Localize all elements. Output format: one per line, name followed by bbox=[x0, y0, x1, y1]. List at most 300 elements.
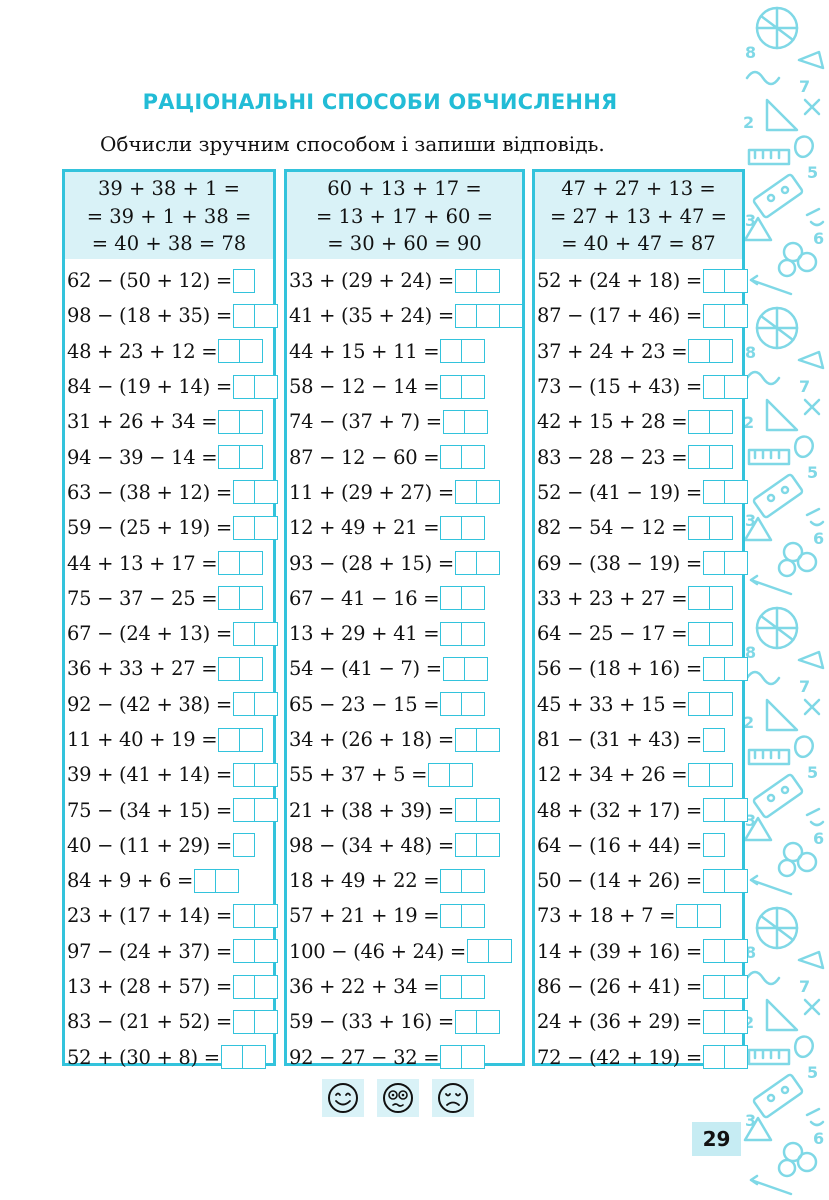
answer-boxes bbox=[440, 622, 485, 646]
answer-digit-box[interactable] bbox=[440, 586, 462, 610]
task-expression: 31 + 26 + 34 = bbox=[67, 410, 218, 434]
task-expression: 69 − (38 − 19) = bbox=[537, 551, 702, 575]
answer-boxes bbox=[440, 869, 485, 893]
answer-digit-box[interactable] bbox=[462, 586, 485, 610]
answer-boxes bbox=[703, 304, 748, 328]
answer-boxes bbox=[218, 339, 263, 363]
answer-digit-box[interactable] bbox=[233, 975, 255, 999]
task-row bbox=[65, 298, 273, 333]
answer-digit-box[interactable] bbox=[255, 798, 278, 822]
answer-digit-box[interactable] bbox=[255, 480, 278, 504]
task-expression: 52 − (41 − 19) = bbox=[537, 480, 702, 504]
task-row bbox=[65, 898, 273, 933]
answer-boxes bbox=[703, 728, 725, 752]
answer-boxes bbox=[688, 622, 733, 646]
answer-digit-box[interactable] bbox=[688, 516, 710, 540]
exercise-column-3 bbox=[532, 169, 745, 1069]
answer-digit-box[interactable] bbox=[455, 480, 477, 504]
task-expression: 98 − (18 + 35) = bbox=[67, 304, 232, 328]
answer-boxes bbox=[688, 410, 733, 434]
answer-digit-box[interactable] bbox=[676, 904, 698, 928]
answer-digit-box[interactable] bbox=[255, 763, 278, 787]
task-row bbox=[287, 298, 522, 333]
answer-digit-box[interactable] bbox=[255, 304, 278, 328]
answer-digit-box[interactable] bbox=[703, 798, 725, 822]
answer-boxes bbox=[703, 269, 748, 293]
task-row bbox=[535, 898, 742, 933]
answer-digit-box[interactable] bbox=[455, 1010, 477, 1034]
task-row bbox=[535, 263, 742, 298]
answer-digit-box[interactable] bbox=[233, 939, 255, 963]
task-row bbox=[535, 475, 742, 510]
answer-digit-box[interactable] bbox=[462, 445, 485, 469]
answer-boxes bbox=[233, 622, 278, 646]
task-row bbox=[287, 898, 522, 933]
answer-digit-box[interactable] bbox=[218, 410, 240, 434]
answer-digit-box[interactable] bbox=[462, 516, 485, 540]
answer-digit-box[interactable] bbox=[233, 375, 255, 399]
answer-boxes bbox=[455, 304, 523, 328]
answer-digit-box[interactable] bbox=[440, 1045, 462, 1069]
answer-digit-box[interactable] bbox=[462, 375, 485, 399]
answer-digit-box[interactable] bbox=[440, 869, 462, 893]
answer-digit-box[interactable] bbox=[462, 904, 485, 928]
task-row bbox=[287, 792, 522, 827]
answer-digit-box[interactable] bbox=[240, 728, 263, 752]
answer-digit-box[interactable] bbox=[218, 445, 240, 469]
exercise-column-2 bbox=[284, 169, 525, 1069]
answer-boxes bbox=[703, 551, 748, 575]
answer-boxes bbox=[233, 269, 255, 293]
example-line: = 39 + 1 + 38 = bbox=[86, 204, 252, 228]
answer-digit-box[interactable] bbox=[455, 798, 477, 822]
task-expression: 93 − (28 + 15) = bbox=[289, 551, 454, 575]
task-expression: 56 − (18 + 16) = bbox=[537, 657, 702, 681]
task-expression: 62 − (50 + 12) = bbox=[67, 269, 232, 293]
answer-digit-box[interactable] bbox=[233, 692, 255, 716]
answer-digit-box[interactable] bbox=[703, 975, 725, 999]
task-row bbox=[65, 651, 273, 686]
task-expression: 59 − (33 + 16) = bbox=[289, 1010, 454, 1034]
task-row bbox=[65, 439, 273, 474]
task-expression: 87 − (17 + 46) = bbox=[537, 304, 702, 328]
answer-digit-box[interactable] bbox=[710, 516, 733, 540]
answer-digit-box[interactable] bbox=[703, 939, 725, 963]
answer-digit-box[interactable] bbox=[703, 480, 725, 504]
self-assessment-faces bbox=[322, 1079, 474, 1117]
task-row bbox=[287, 651, 522, 686]
task-expression: 14 + (39 + 16) = bbox=[537, 939, 702, 963]
task-list bbox=[65, 259, 273, 1075]
task-list bbox=[287, 259, 522, 1075]
answer-boxes bbox=[233, 304, 278, 328]
answer-digit-box[interactable] bbox=[725, 975, 748, 999]
task-row bbox=[65, 863, 273, 898]
task-row bbox=[65, 828, 273, 863]
answer-digit-box[interactable] bbox=[703, 1045, 725, 1069]
answer-digit-box[interactable] bbox=[703, 269, 725, 293]
task-row bbox=[535, 792, 742, 827]
answer-digit-box[interactable] bbox=[440, 375, 462, 399]
answer-digit-box[interactable] bbox=[255, 375, 278, 399]
task-row bbox=[65, 687, 273, 722]
answer-digit-box[interactable] bbox=[216, 869, 239, 893]
answer-boxes bbox=[233, 763, 278, 787]
task-expression: 81 − (31 + 43) = bbox=[537, 728, 702, 751]
task-expression: 92 − 27 − 32 = bbox=[289, 1045, 440, 1069]
worked-example bbox=[65, 172, 273, 259]
answer-digit-box[interactable] bbox=[194, 869, 216, 893]
answer-digit-box[interactable] bbox=[233, 622, 255, 646]
answer-digit-box[interactable] bbox=[703, 728, 725, 752]
answer-boxes bbox=[688, 339, 733, 363]
answer-boxes bbox=[440, 904, 485, 928]
answer-boxes bbox=[440, 445, 485, 469]
task-expression: 23 + (17 + 14) = bbox=[67, 904, 232, 928]
task-row bbox=[287, 722, 522, 757]
answer-digit-box[interactable] bbox=[710, 445, 733, 469]
task-row bbox=[535, 510, 742, 545]
answer-digit-box[interactable] bbox=[710, 410, 733, 434]
answer-digit-box[interactable] bbox=[440, 516, 462, 540]
answer-boxes bbox=[455, 480, 500, 504]
answer-digit-box[interactable] bbox=[688, 586, 710, 610]
task-row bbox=[535, 298, 742, 333]
task-expression: 58 − 12 − 14 = bbox=[289, 375, 440, 399]
task-expression: 12 + 34 + 26 = bbox=[537, 763, 688, 787]
answer-digit-box[interactable] bbox=[450, 763, 473, 787]
answer-boxes bbox=[703, 798, 748, 822]
task-expression: 13 + (28 + 57) = bbox=[67, 975, 232, 999]
answer-digit-box[interactable] bbox=[233, 1010, 255, 1034]
answer-digit-box[interactable] bbox=[240, 445, 263, 469]
answer-digit-box[interactable] bbox=[455, 833, 477, 857]
example-line: = 27 + 13 + 47 = bbox=[550, 204, 727, 228]
task-row bbox=[287, 263, 522, 298]
task-expression: 33 + (29 + 24) = bbox=[289, 269, 454, 293]
task-row bbox=[287, 863, 522, 898]
task-row bbox=[535, 934, 742, 969]
task-row bbox=[535, 369, 742, 404]
answer-boxes bbox=[688, 516, 733, 540]
answer-digit-box[interactable] bbox=[725, 375, 748, 399]
answer-digit-box[interactable] bbox=[233, 516, 255, 540]
task-expression: 63 − (38 + 12) = bbox=[67, 480, 232, 504]
answer-digit-box[interactable] bbox=[462, 339, 485, 363]
answer-digit-box[interactable] bbox=[462, 692, 485, 716]
answer-digit-box[interactable] bbox=[477, 728, 500, 752]
answer-digit-box[interactable] bbox=[710, 339, 733, 363]
answer-digit-box[interactable] bbox=[725, 480, 748, 504]
answer-boxes bbox=[233, 1010, 278, 1034]
task-expression: 45 + 33 + 15 = bbox=[537, 692, 688, 716]
task-row bbox=[65, 581, 273, 616]
task-row bbox=[535, 863, 742, 898]
answer-boxes bbox=[703, 657, 748, 681]
answer-boxes bbox=[703, 833, 725, 857]
answer-digit-box[interactable] bbox=[240, 551, 263, 575]
task-expression: 52 + (24 + 18) = bbox=[537, 269, 702, 293]
confused-face-icon[interactable] bbox=[377, 1079, 419, 1117]
task-row bbox=[535, 757, 742, 792]
task-row bbox=[65, 757, 273, 792]
example-line: = 13 + 17 + 60 = bbox=[316, 204, 493, 228]
answer-boxes bbox=[440, 1045, 485, 1069]
task-expression: 92 − (42 + 38) = bbox=[67, 692, 232, 716]
answer-digit-box[interactable] bbox=[462, 975, 485, 999]
task-expression: 41 + (35 + 24) = bbox=[289, 304, 454, 328]
answer-digit-box[interactable] bbox=[462, 1045, 485, 1069]
answer-boxes bbox=[688, 586, 733, 610]
answer-digit-box[interactable] bbox=[725, 657, 748, 681]
task-row bbox=[65, 545, 273, 580]
task-expression: 50 − (14 + 26) = bbox=[537, 869, 702, 893]
task-expression: 34 + (26 + 18) = bbox=[289, 728, 454, 751]
task-row bbox=[287, 475, 522, 510]
answer-digit-box[interactable] bbox=[477, 269, 500, 293]
answer-boxes bbox=[233, 692, 278, 716]
answer-digit-box[interactable] bbox=[710, 763, 733, 787]
answer-digit-box[interactable] bbox=[455, 304, 477, 328]
answer-digit-box[interactable] bbox=[240, 657, 263, 681]
answer-digit-box[interactable] bbox=[725, 1010, 748, 1034]
answer-digit-box[interactable] bbox=[725, 269, 748, 293]
answer-digit-box[interactable] bbox=[440, 339, 462, 363]
answer-digit-box[interactable] bbox=[688, 410, 710, 434]
answer-boxes bbox=[440, 375, 485, 399]
task-row bbox=[65, 334, 273, 369]
answer-digit-box[interactable] bbox=[462, 622, 485, 646]
math-doodle-decoration bbox=[737, 0, 829, 1200]
answer-boxes bbox=[233, 975, 278, 999]
task-row bbox=[65, 404, 273, 439]
example-line: = 30 + 60 = 90 bbox=[327, 232, 482, 255]
answer-boxes bbox=[194, 869, 239, 893]
answer-boxes bbox=[218, 410, 263, 434]
answer-digit-box[interactable] bbox=[443, 410, 465, 434]
answer-digit-box[interactable] bbox=[440, 622, 462, 646]
answer-digit-box[interactable] bbox=[440, 445, 462, 469]
sad-face-icon[interactable] bbox=[432, 1079, 474, 1117]
task-row bbox=[287, 334, 522, 369]
task-expression: 64 − (16 + 44) = bbox=[537, 833, 702, 857]
answer-digit-box[interactable] bbox=[233, 798, 255, 822]
answer-digit-box[interactable] bbox=[698, 904, 721, 928]
task-expression: 39 + (41 + 14) = bbox=[67, 763, 232, 787]
answer-digit-box[interactable] bbox=[688, 763, 710, 787]
answer-boxes bbox=[703, 975, 748, 999]
task-expression: 37 + 24 + 23 = bbox=[537, 339, 688, 363]
answer-digit-box[interactable] bbox=[710, 622, 733, 646]
answer-boxes bbox=[233, 516, 278, 540]
answer-digit-box[interactable] bbox=[233, 269, 255, 293]
answer-boxes bbox=[688, 763, 733, 787]
task-row bbox=[535, 581, 742, 616]
answer-boxes bbox=[233, 904, 278, 928]
answer-boxes bbox=[688, 445, 733, 469]
task-row bbox=[287, 616, 522, 651]
answer-digit-box[interactable] bbox=[255, 904, 278, 928]
answer-boxes bbox=[233, 939, 278, 963]
answer-digit-box[interactable] bbox=[703, 869, 725, 893]
task-row bbox=[287, 1040, 522, 1075]
task-row bbox=[65, 510, 273, 545]
answer-digit-box[interactable] bbox=[440, 692, 462, 716]
answer-boxes bbox=[218, 657, 263, 681]
task-expression: 36 + 22 + 34 = bbox=[289, 975, 440, 999]
task-row bbox=[65, 934, 273, 969]
answer-digit-box[interactable] bbox=[710, 692, 733, 716]
answer-digit-box[interactable] bbox=[688, 339, 710, 363]
answer-digit-box[interactable] bbox=[703, 304, 725, 328]
answer-boxes bbox=[467, 939, 512, 963]
task-instruction: Обчисли зручним способом і запиши відповідь. bbox=[100, 132, 605, 156]
answer-boxes bbox=[455, 833, 500, 857]
answer-digit-box[interactable] bbox=[710, 586, 733, 610]
page-title: РАЦІОНАЛЬНІ СПОСОБИ ОБЧИСЛЕННЯ bbox=[142, 90, 618, 114]
task-row bbox=[65, 722, 273, 757]
task-row bbox=[287, 581, 522, 616]
answer-boxes bbox=[443, 657, 488, 681]
answer-digit-box[interactable] bbox=[465, 657, 488, 681]
answer-boxes bbox=[233, 480, 278, 504]
answer-boxes bbox=[703, 1045, 748, 1069]
task-row bbox=[535, 616, 742, 651]
task-expression: 75 − 37 − 25 = bbox=[67, 586, 218, 610]
task-row bbox=[287, 687, 522, 722]
task-expression: 84 − (19 + 14) = bbox=[67, 375, 232, 399]
answer-digit-box[interactable] bbox=[218, 339, 240, 363]
task-row bbox=[287, 369, 522, 404]
answer-digit-box[interactable] bbox=[455, 551, 477, 575]
answer-digit-box[interactable] bbox=[477, 798, 500, 822]
answer-digit-box[interactable] bbox=[455, 269, 477, 293]
task-expression: 24 + (36 + 29) = bbox=[537, 1010, 702, 1034]
answer-digit-box[interactable] bbox=[218, 586, 240, 610]
answer-digit-box[interactable] bbox=[703, 1010, 725, 1034]
answer-digit-box[interactable] bbox=[218, 551, 240, 575]
answer-digit-box[interactable] bbox=[233, 833, 255, 857]
answer-digit-box[interactable] bbox=[440, 904, 462, 928]
task-row bbox=[65, 263, 273, 298]
task-row bbox=[535, 439, 742, 474]
task-expression: 84 + 9 + 6 = bbox=[67, 869, 194, 893]
answer-digit-box[interactable] bbox=[477, 304, 500, 328]
answer-boxes bbox=[218, 551, 263, 575]
task-list bbox=[535, 259, 742, 1075]
answer-boxes bbox=[703, 869, 748, 893]
answer-boxes bbox=[440, 586, 485, 610]
task-expression: 12 + 49 + 21 = bbox=[289, 516, 440, 540]
answer-boxes bbox=[455, 798, 500, 822]
task-row bbox=[535, 545, 742, 580]
answer-digit-box[interactable] bbox=[218, 657, 240, 681]
answer-digit-box[interactable] bbox=[233, 904, 255, 928]
answer-digit-box[interactable] bbox=[500, 304, 523, 328]
answer-digit-box[interactable] bbox=[255, 622, 278, 646]
task-row bbox=[535, 651, 742, 686]
answer-digit-box[interactable] bbox=[688, 445, 710, 469]
task-row bbox=[535, 969, 742, 1004]
answer-digit-box[interactable] bbox=[477, 551, 500, 575]
answer-digit-box[interactable] bbox=[221, 1045, 243, 1069]
answer-digit-box[interactable] bbox=[443, 657, 465, 681]
answer-digit-box[interactable] bbox=[243, 1045, 266, 1069]
answer-digit-box[interactable] bbox=[455, 728, 477, 752]
answer-digit-box[interactable] bbox=[240, 586, 263, 610]
answer-boxes bbox=[703, 1010, 748, 1034]
example-line: 39 + 38 + 1 = bbox=[97, 177, 241, 200]
task-expression: 59 − (25 + 19) = bbox=[67, 516, 232, 540]
task-expression: 67 − (24 + 13) = bbox=[67, 622, 232, 646]
answer-digit-box[interactable] bbox=[255, 975, 278, 999]
exercise-column-1 bbox=[62, 169, 276, 1069]
answer-digit-box[interactable] bbox=[255, 516, 278, 540]
worked-example bbox=[287, 172, 522, 259]
answer-digit-box[interactable] bbox=[255, 692, 278, 716]
answer-digit-box[interactable] bbox=[725, 939, 748, 963]
answer-digit-box[interactable] bbox=[465, 410, 488, 434]
answer-digit-box[interactable] bbox=[467, 939, 489, 963]
task-row bbox=[535, 722, 742, 757]
answer-boxes bbox=[455, 728, 500, 752]
answer-digit-box[interactable] bbox=[688, 622, 710, 646]
answer-boxes bbox=[703, 939, 748, 963]
answer-digit-box[interactable] bbox=[240, 339, 263, 363]
task-row bbox=[65, 1040, 273, 1075]
answer-digit-box[interactable] bbox=[233, 304, 255, 328]
task-expression: 48 + (32 + 17) = bbox=[537, 798, 702, 822]
answer-boxes bbox=[233, 798, 278, 822]
task-expression: 18 + 49 + 22 = bbox=[289, 869, 440, 893]
task-row bbox=[535, 1040, 742, 1075]
task-row bbox=[287, 545, 522, 580]
answer-digit-box[interactable] bbox=[489, 939, 512, 963]
answer-digit-box[interactable] bbox=[703, 375, 725, 399]
answer-digit-box[interactable] bbox=[703, 833, 725, 857]
answer-digit-box[interactable] bbox=[725, 798, 748, 822]
task-row bbox=[65, 792, 273, 827]
answer-digit-box[interactable] bbox=[218, 728, 240, 752]
task-expression: 44 + 15 + 11 = bbox=[289, 339, 440, 363]
answer-digit-box[interactable] bbox=[725, 869, 748, 893]
answer-digit-box[interactable] bbox=[255, 939, 278, 963]
answer-digit-box[interactable] bbox=[725, 304, 748, 328]
smiling-face-icon[interactable] bbox=[322, 1079, 364, 1117]
answer-digit-box[interactable] bbox=[240, 410, 263, 434]
answer-digit-box[interactable] bbox=[233, 480, 255, 504]
answer-digit-box[interactable] bbox=[428, 763, 450, 787]
answer-digit-box[interactable] bbox=[462, 869, 485, 893]
answer-digit-box[interactable] bbox=[477, 1010, 500, 1034]
answer-digit-box[interactable] bbox=[440, 975, 462, 999]
answer-digit-box[interactable] bbox=[725, 551, 748, 575]
answer-digit-box[interactable] bbox=[725, 1045, 748, 1069]
answer-digit-box[interactable] bbox=[703, 657, 725, 681]
task-expression: 55 + 37 + 5 = bbox=[289, 763, 428, 787]
task-expression: 74 − (37 + 7) = bbox=[289, 410, 442, 434]
answer-digit-box[interactable] bbox=[233, 763, 255, 787]
example-line: = 40 + 38 = 78 bbox=[91, 232, 247, 255]
answer-digit-box[interactable] bbox=[477, 833, 500, 857]
task-expression: 65 − 23 − 15 = bbox=[289, 692, 440, 716]
task-row bbox=[535, 334, 742, 369]
task-expression: 73 + 18 + 7 = bbox=[537, 904, 676, 928]
answer-digit-box[interactable] bbox=[255, 1010, 278, 1034]
answer-digit-box[interactable] bbox=[703, 551, 725, 575]
answer-digit-box[interactable] bbox=[688, 692, 710, 716]
answer-digit-box[interactable] bbox=[477, 480, 500, 504]
